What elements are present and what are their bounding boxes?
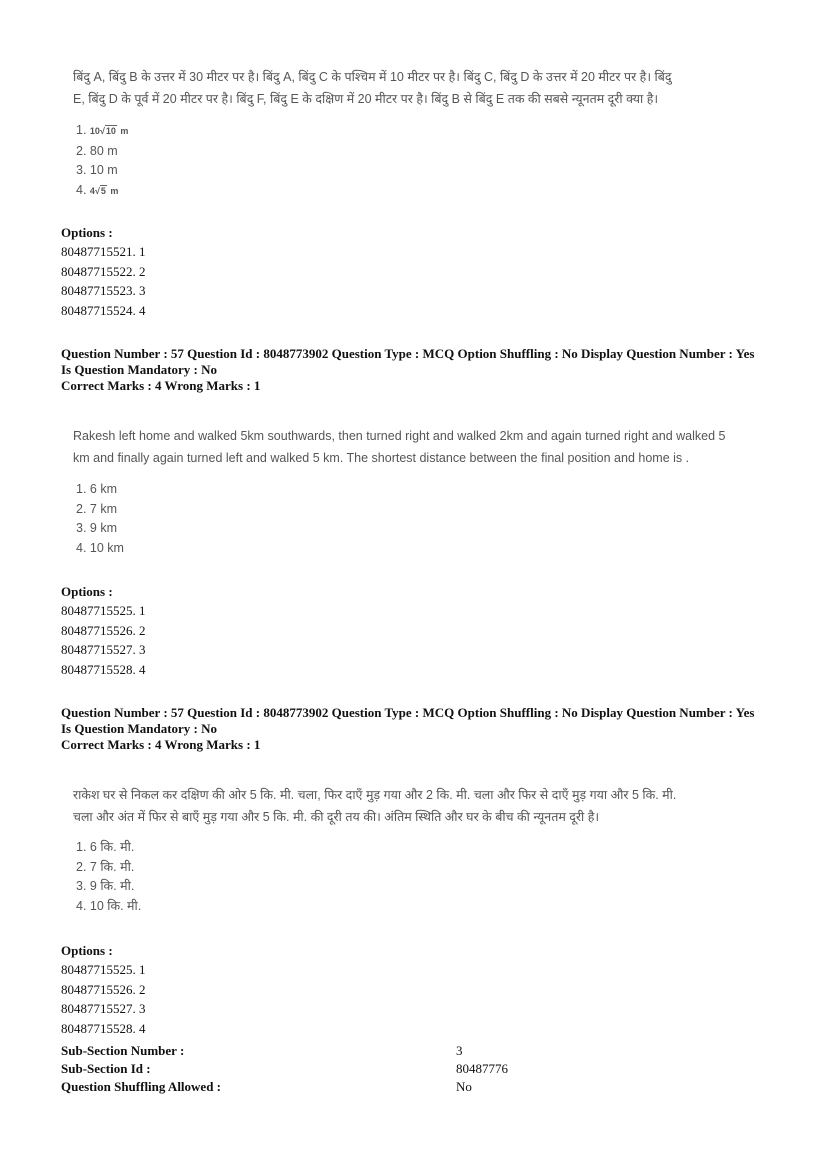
q57-english-line-1: Rakesh left home and walked 5km southwards, then turned right and walked 2km and again turned right and walked 5 bbox=[73, 429, 726, 443]
sub-section-number-value: 3 bbox=[456, 1043, 463, 1058]
q56-hindi-line-2: E, बिंदु D के पूर्व में 20 मीटर पर है। बिंदु F, बिंदु E के दक्षिण में 20 मीटर पर है। बिंदु B से बिंदु E तक की सबसे न्यूनतम दूरी क्या है। bbox=[73, 92, 659, 106]
q56-choice-3: 3. 10 m bbox=[76, 163, 118, 177]
option-id: 80487715528. 4 bbox=[61, 1020, 146, 1036]
q57-choice-2: 2. 7 km bbox=[76, 501, 117, 516]
question-mandatory-line: Is Question Mandatory : No bbox=[61, 721, 218, 736]
question-meta-line: Question Number : 57 Question Id : 8048773902 Question Type : MCQ Option Shuffling : No Display Question Number : Yes bbox=[61, 346, 755, 361]
option-id: 80487715526. 2 bbox=[61, 622, 146, 638]
question-shuffling-row bbox=[61, 1079, 761, 1097]
option-id: 80487715521. 1 bbox=[61, 244, 146, 259]
q56-options-label: Options : bbox=[61, 225, 113, 240]
q56-hindi-choices bbox=[76, 121, 128, 201]
q57-choice-1: 1. 6 km bbox=[76, 482, 117, 496]
option-id: 80487715526. 2 bbox=[61, 981, 146, 997]
q57-hindi-line-1: राकेश घर से निकल कर दक्षिण की ओर 5 कि. मी. चला, फिर दाएँ मुड़ गया और 2 कि. मी. चला और फिर से दाएँ मुड़ गया और 5 कि. मी. bbox=[73, 788, 677, 802]
q57-english-option-ids bbox=[61, 601, 146, 679]
sub-section-id-label: Sub-Section Id : bbox=[61, 1061, 151, 1076]
sqrt-symbol-icon: √ bbox=[99, 126, 105, 136]
option-id: 80487715524. 4 bbox=[61, 302, 146, 318]
question-meta-line: Question Number : 57 Question Id : 8048773902 Question Type : MCQ Option Shuffling : No Display Question Number : Yes bbox=[61, 705, 755, 720]
question-shuffling-label: Question Shuffling Allowed : bbox=[61, 1079, 222, 1094]
q57-english-options-label: Options : bbox=[61, 584, 113, 599]
option-id: 80487715525. 1 bbox=[61, 962, 146, 977]
q57-choice-3: 3. 9 km bbox=[76, 521, 117, 535]
option-id: 80487715522. 2 bbox=[61, 263, 146, 279]
question-marks-line: Correct Marks : 4 Wrong Marks : 1 bbox=[61, 378, 261, 393]
q57-hindi-header bbox=[61, 705, 754, 753]
q57-english-line-2: km and finally again turned left and walked 5 km. The shortest distance between the final position and home is . bbox=[73, 451, 690, 465]
sqrt-symbol-icon: √ bbox=[94, 185, 100, 196]
question-marks-line: Correct Marks : 4 Wrong Marks : 1 bbox=[61, 737, 261, 752]
option-id: 80487715527. 3 bbox=[61, 642, 146, 657]
q56-hindi-line-1: बिंदु A, बिंदु B के उत्तर में 30 मीटर पर है। बिंदु A, बिंदु C के पश्चिम में 10 मीटर पर है। बिंदु C, बिंदु D के उत्तर में 20 मीटर पर है। बिंदु bbox=[73, 70, 672, 84]
sub-section-number-row bbox=[61, 1043, 761, 1061]
option-id: 80487715527. 3 bbox=[61, 1001, 146, 1016]
question-shuffling-value: No bbox=[456, 1079, 472, 1094]
q57-english-question-text bbox=[73, 425, 725, 469]
option-id: 80487715528. 4 bbox=[61, 661, 146, 677]
q56-hindi-question-text bbox=[73, 66, 672, 110]
q56-choice-1: 1. 10√10 m bbox=[76, 123, 129, 137]
option-id: 80487715525. 1 bbox=[61, 603, 146, 618]
q57-english-header bbox=[61, 346, 754, 394]
option-id: 80487715523. 3 bbox=[61, 283, 146, 298]
sub-section-id-value: 80487776 bbox=[456, 1061, 508, 1076]
question-mandatory-line: Is Question Mandatory : No bbox=[61, 362, 218, 377]
q56-choice-2: 2. 80 m bbox=[76, 143, 118, 158]
q57-hindi-options-label: Options : bbox=[61, 943, 113, 958]
q57-choice-4: 4. 10 km bbox=[76, 540, 124, 555]
q57-hindi-option-ids bbox=[61, 960, 146, 1038]
q56-option-ids bbox=[61, 242, 146, 320]
q57-hindi-line-2: चला और अंत में फिर से बाएँ मुड़ गया और 5 कि. मी. की दूरी तय की। अंतिम स्थिति और घर के बीच की न्यूनतम दूरी है। bbox=[73, 810, 600, 824]
sub-section-number-label: Sub-Section Number : bbox=[61, 1043, 185, 1058]
q57-hindi-choice-1: 1. 6 कि. मी. bbox=[76, 840, 135, 854]
q57-hindi-choice-4: 4. 10 कि. मी. bbox=[76, 898, 142, 913]
sub-section-id-row bbox=[61, 1061, 761, 1079]
q56-choice-4: 4. 4√5 m bbox=[76, 182, 119, 197]
q57-hindi-choices bbox=[76, 838, 141, 916]
q57-hindi-question-text bbox=[73, 784, 676, 828]
q57-hindi-choice-2: 2. 7 कि. मी. bbox=[76, 859, 135, 874]
q57-english-choices bbox=[76, 480, 124, 558]
q57-hindi-choice-3: 3. 9 कि. मी. bbox=[76, 879, 135, 893]
